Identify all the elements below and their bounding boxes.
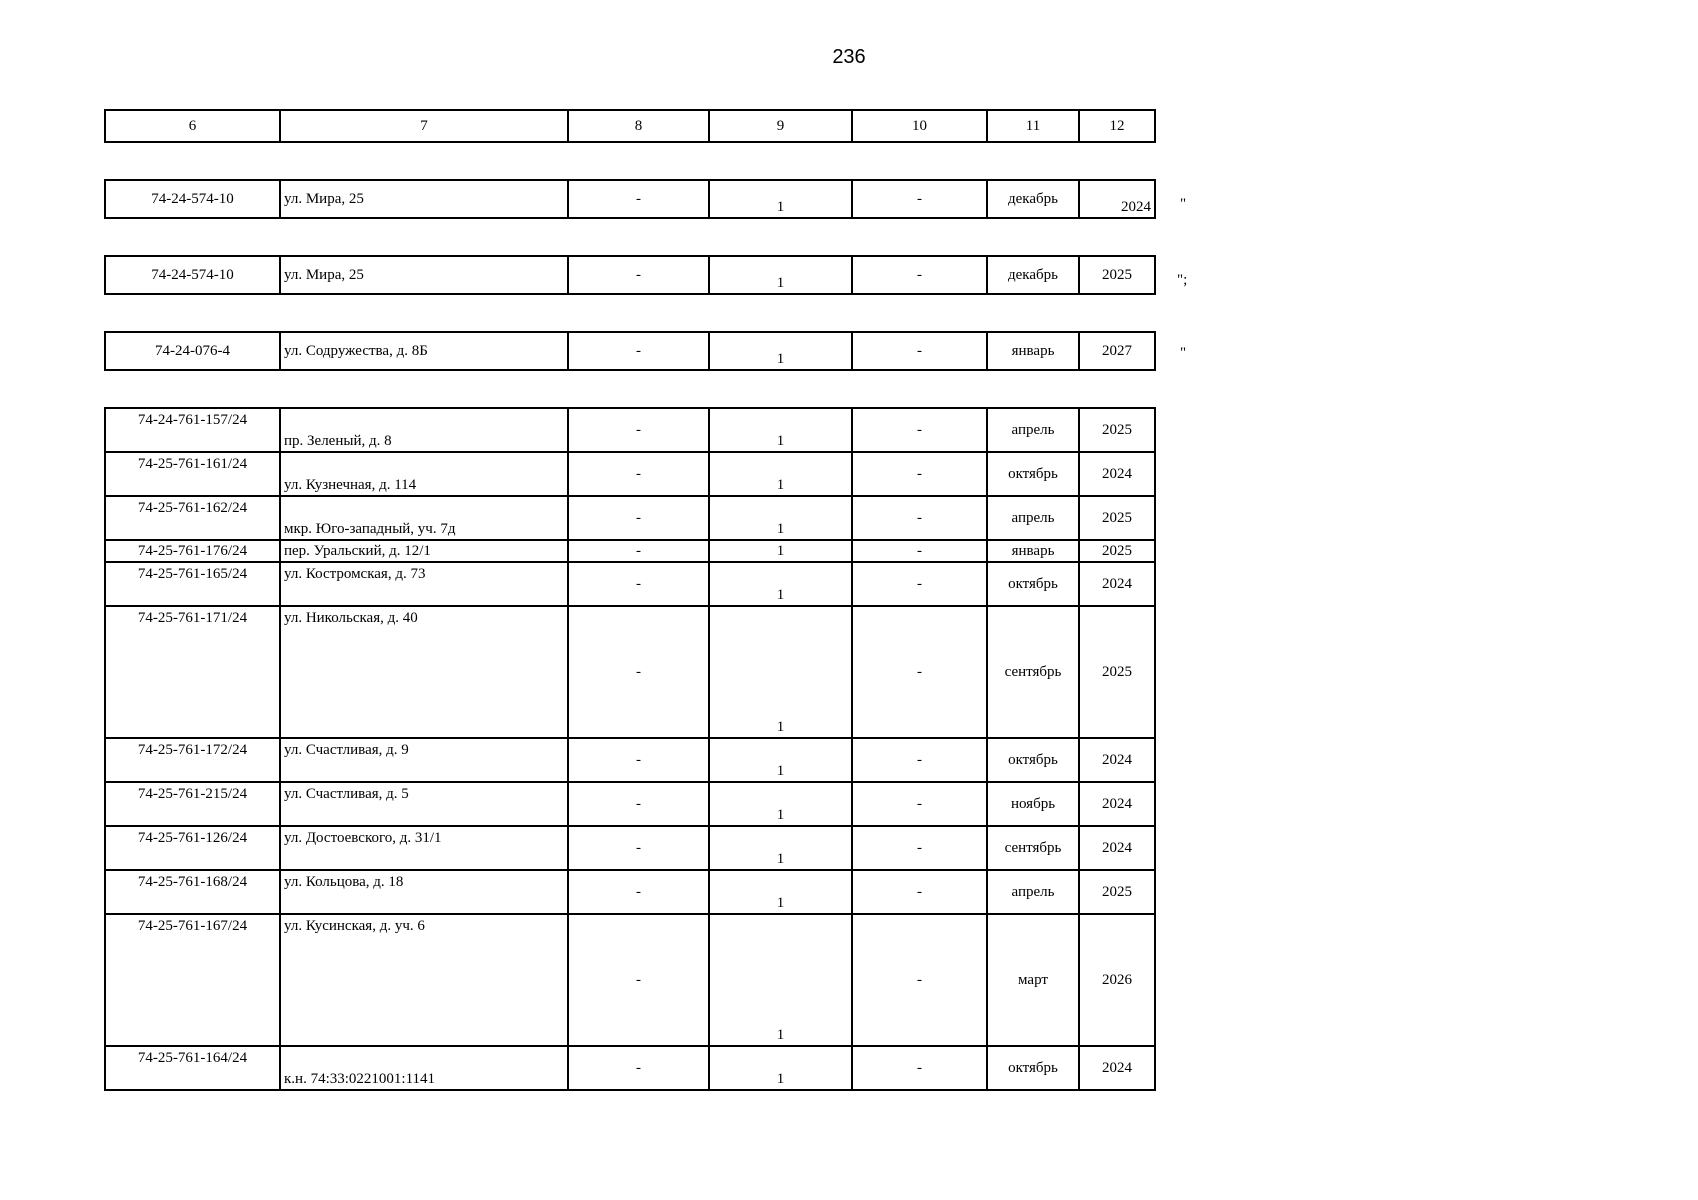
cell-year: 2025 xyxy=(1079,496,1155,540)
table-row xyxy=(105,562,1155,606)
cell-year: 2024 xyxy=(1079,452,1155,496)
cell-col10: - xyxy=(852,738,987,782)
object-address: ул. Мира, 25 xyxy=(280,256,568,294)
object-code: 74-25-761-171/24 xyxy=(105,606,280,738)
object-address: ул. Достоевского, д. 31/1 xyxy=(280,826,568,870)
object-code: 74-25-761-161/24 xyxy=(105,452,280,496)
object-code: 74-25-761-165/24 xyxy=(105,562,280,606)
cell-col8: - xyxy=(568,826,709,870)
cell-col10: - xyxy=(852,496,987,540)
cell-col8: - xyxy=(568,256,709,294)
cell-col9: 1 xyxy=(709,606,852,738)
column-header: 10 xyxy=(852,110,987,142)
cell-year: 2027 xyxy=(1079,332,1155,370)
cell-month: март xyxy=(987,914,1079,1046)
cell-col8: - xyxy=(568,606,709,738)
cell-col8: - xyxy=(568,496,709,540)
cell-col10: - xyxy=(852,826,987,870)
cell-col9: 1 xyxy=(709,332,852,370)
object-code: 74-25-761-167/24 xyxy=(105,914,280,1046)
cell-col10: - xyxy=(852,408,987,452)
column-header: 6 xyxy=(105,110,280,142)
cell-col9: 1 xyxy=(709,562,852,606)
object-code: 74-25-761-126/24 xyxy=(105,826,280,870)
cell-col8: - xyxy=(568,782,709,826)
cell-year: 2024 xyxy=(1079,826,1155,870)
table-row xyxy=(105,870,1155,914)
table-row xyxy=(105,408,1155,452)
table-row xyxy=(105,606,1155,738)
table-row xyxy=(105,738,1155,782)
cell-month: апрель xyxy=(987,496,1079,540)
cell-col10: - xyxy=(852,870,987,914)
object-address: ул. Кольцова, д. 18 xyxy=(280,870,568,914)
amendment-block-2 xyxy=(104,255,1156,295)
cell-col8: - xyxy=(568,870,709,914)
cell-col10: - xyxy=(852,540,987,562)
cell-year: 2024 xyxy=(1079,738,1155,782)
object-address: ул. Счастливая, д. 9 xyxy=(280,738,568,782)
column-header: 12 xyxy=(1079,110,1155,142)
cell-col10: - xyxy=(852,606,987,738)
cell-col9: 1 xyxy=(709,826,852,870)
cell-col8: - xyxy=(568,408,709,452)
cell-month: декабрь xyxy=(987,180,1079,218)
object-code: 74-24-076-4 xyxy=(105,332,280,370)
closing-quote: "; xyxy=(1177,272,1188,288)
cell-month: апрель xyxy=(987,408,1079,452)
table-row xyxy=(105,914,1155,1046)
cell-col8: - xyxy=(568,562,709,606)
column-header: 9 xyxy=(709,110,852,142)
cell-month: апрель xyxy=(987,870,1079,914)
cell-col10: - xyxy=(852,1046,987,1090)
table-row xyxy=(105,826,1155,870)
cell-year: 2025 xyxy=(1079,408,1155,452)
cell-col10: - xyxy=(852,782,987,826)
amendment-block-3 xyxy=(104,331,1156,371)
table-row xyxy=(105,180,1155,218)
object-address: ул. Кусинская, д. уч. 6 xyxy=(280,914,568,1046)
cell-year: 2025 xyxy=(1079,256,1155,294)
object-address: пер. Уральский, д. 12/1 xyxy=(280,540,568,562)
cell-col8: - xyxy=(568,332,709,370)
cell-col10: - xyxy=(852,256,987,294)
cell-year: 2026 xyxy=(1079,914,1155,1046)
page-number: 236 xyxy=(832,46,866,68)
cell-month: октябрь xyxy=(987,738,1079,782)
cell-month: январь xyxy=(987,332,1079,370)
object-code: 74-25-761-168/24 xyxy=(105,870,280,914)
cell-col10: - xyxy=(852,914,987,1046)
object-code: 74-25-761-162/24 xyxy=(105,496,280,540)
cell-col8: - xyxy=(568,1046,709,1090)
table-row xyxy=(105,496,1155,540)
cell-col9: 1 xyxy=(709,738,852,782)
cell-col8: - xyxy=(568,180,709,218)
table-row xyxy=(105,540,1155,562)
table-row xyxy=(105,1046,1155,1090)
column-header-table xyxy=(104,109,1156,143)
table-row xyxy=(105,782,1155,826)
object-code: 74-25-761-215/24 xyxy=(105,782,280,826)
cell-col8: - xyxy=(568,540,709,562)
cell-col9: 1 xyxy=(709,256,852,294)
object-address: ул. Содружества, д. 8Б xyxy=(280,332,568,370)
object-address: мкр. Юго-западный, уч. 7д xyxy=(280,496,568,540)
column-header: 11 xyxy=(987,110,1079,142)
cell-month: октябрь xyxy=(987,1046,1079,1090)
cell-col9: 1 xyxy=(709,782,852,826)
object-address: к.н. 74:33:0221001:1141 xyxy=(280,1046,568,1090)
cell-year: 2025 xyxy=(1079,870,1155,914)
cell-year: 2024 xyxy=(1079,782,1155,826)
object-address: ул. Счастливая, д. 5 xyxy=(280,782,568,826)
cell-col8: - xyxy=(568,452,709,496)
object-code: 74-25-761-164/24 xyxy=(105,1046,280,1090)
cell-col9: 1 xyxy=(709,540,852,562)
amendment-block-1 xyxy=(104,179,1156,219)
column-header: 7 xyxy=(280,110,568,142)
closing-quote: " xyxy=(1180,196,1187,212)
cell-month: сентябрь xyxy=(987,826,1079,870)
cell-col9: 1 xyxy=(709,496,852,540)
cell-col9: 1 xyxy=(709,870,852,914)
cell-month: октябрь xyxy=(987,452,1079,496)
cell-col9: 1 xyxy=(709,408,852,452)
cell-col9: 1 xyxy=(709,1046,852,1090)
object-address: ул. Мира, 25 xyxy=(280,180,568,218)
column-header: 8 xyxy=(568,110,709,142)
cell-col8: - xyxy=(568,738,709,782)
cell-year: 2024 xyxy=(1079,562,1155,606)
cell-col9: 1 xyxy=(709,180,852,218)
cell-col9: 1 xyxy=(709,452,852,496)
cell-year: 2024 xyxy=(1079,1046,1155,1090)
cell-col10: - xyxy=(852,332,987,370)
object-code: 74-24-761-157/24 xyxy=(105,408,280,452)
object-address: пр. Зеленый, д. 8 xyxy=(280,408,568,452)
object-code: 74-25-761-176/24 xyxy=(105,540,280,562)
object-address: ул. Никольская, д. 40 xyxy=(280,606,568,738)
closing-quote: " xyxy=(1180,345,1187,361)
cell-month: октябрь xyxy=(987,562,1079,606)
object-address: ул. Костромская, д. 73 xyxy=(280,562,568,606)
cell-col10: - xyxy=(852,180,987,218)
cell-month: декабрь xyxy=(987,256,1079,294)
table-row xyxy=(105,332,1155,370)
cell-year: 2025 xyxy=(1079,606,1155,738)
object-code: 74-24-574-10 xyxy=(105,180,280,218)
object-code: 74-24-574-10 xyxy=(105,256,280,294)
schedule-table xyxy=(104,407,1156,1091)
cell-col8: - xyxy=(568,914,709,1046)
cell-col10: - xyxy=(852,452,987,496)
cell-month: ноябрь xyxy=(987,782,1079,826)
cell-year: 2025 xyxy=(1079,540,1155,562)
cell-col9: 1 xyxy=(709,914,852,1046)
cell-col10: - xyxy=(852,562,987,606)
table-row xyxy=(105,452,1155,496)
object-address: ул. Кузнечная, д. 114 xyxy=(280,452,568,496)
table-row xyxy=(105,256,1155,294)
cell-month: январь xyxy=(987,540,1079,562)
object-code: 74-25-761-172/24 xyxy=(105,738,280,782)
cell-year: 2024 xyxy=(1079,180,1155,218)
cell-month: сентябрь xyxy=(987,606,1079,738)
